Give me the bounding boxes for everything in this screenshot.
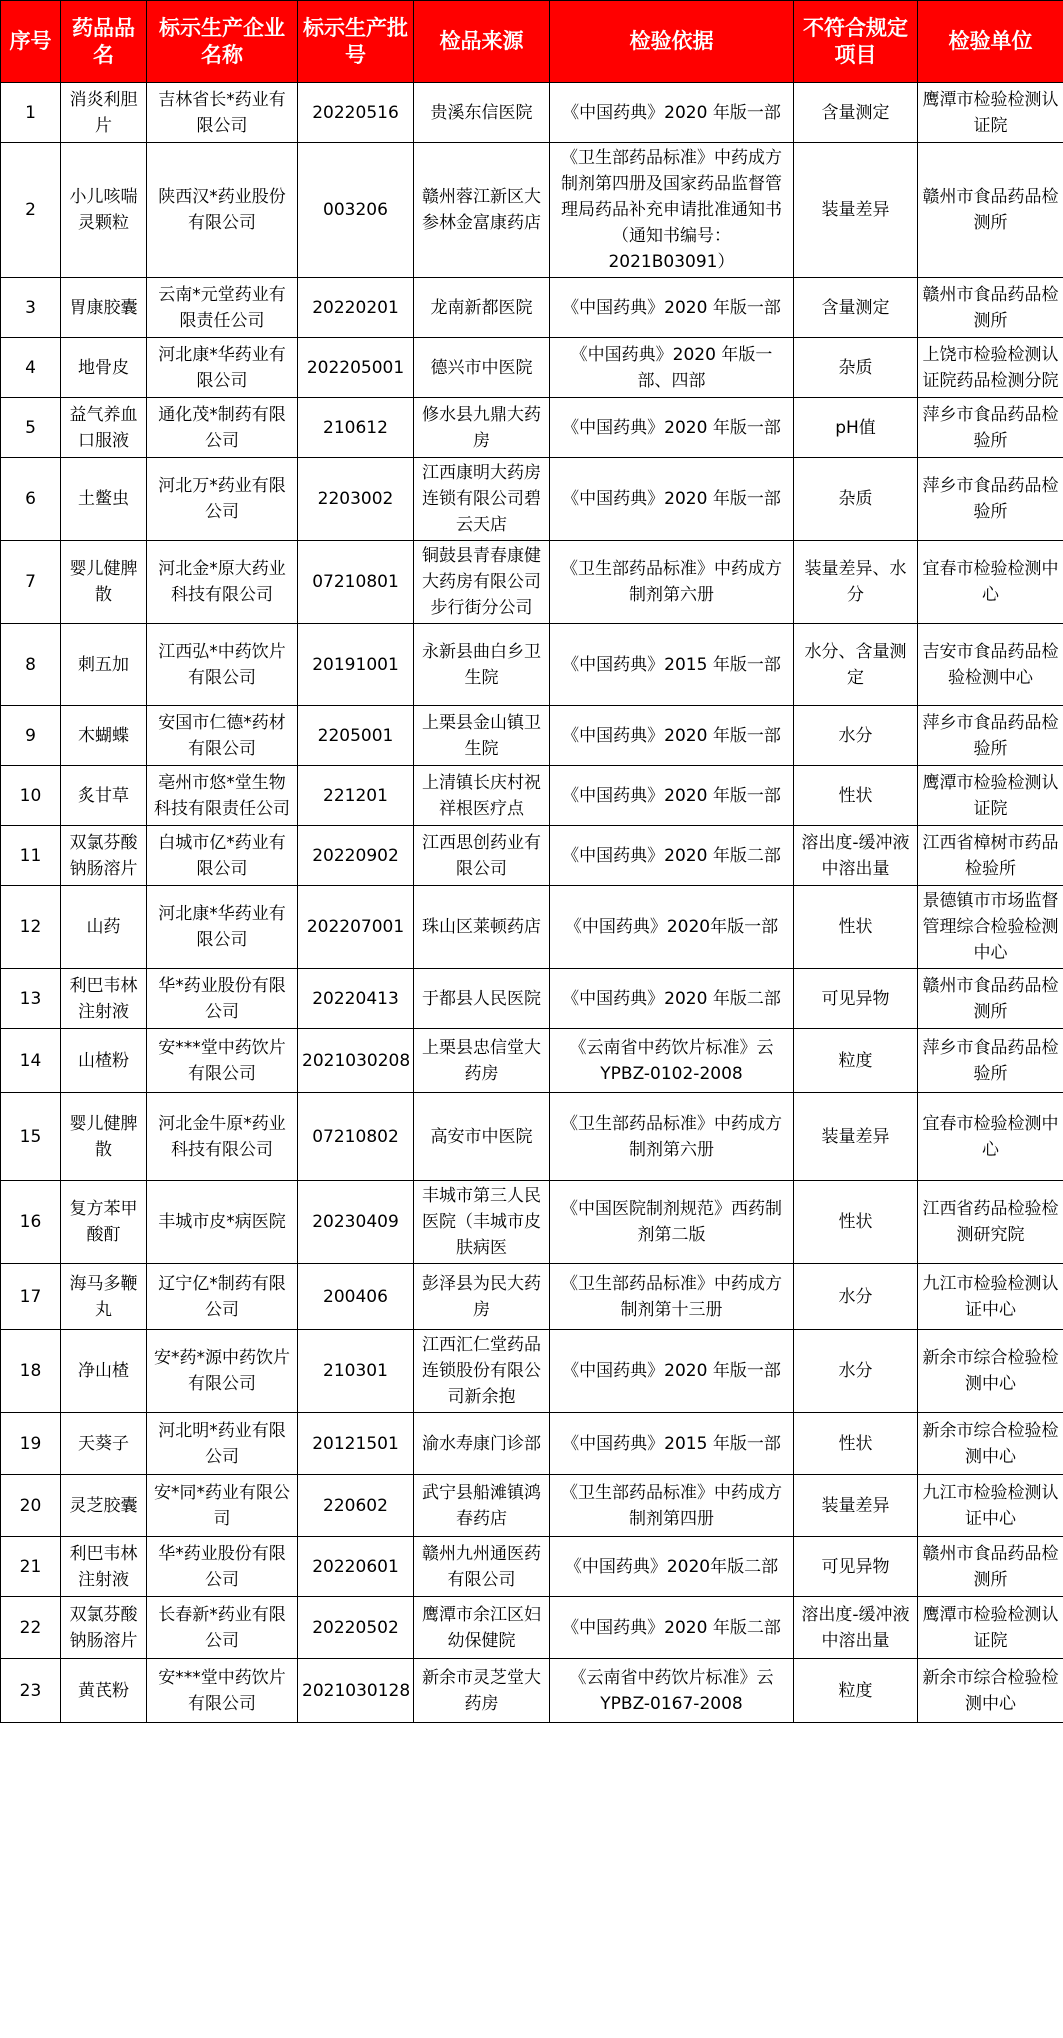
cell-sample-source: 上清镇长庆村祝祥根医疗点 (414, 766, 550, 826)
cell-sample-source: 于都县人民医院 (414, 969, 550, 1029)
cell-serial: 6 (1, 458, 61, 541)
cell-batch-number: 221201 (298, 766, 414, 826)
cell-drug-name: 木蝴蝶 (61, 706, 147, 766)
cell-manufacturer: 通化茂*制药有限公司 (147, 398, 298, 458)
table-row (1, 1264, 1063, 1330)
cell-nonconforming-item: 性状 (794, 886, 918, 969)
cell-inspection-unit: 宜春市检验检测中心 (918, 1093, 1063, 1181)
cell-batch-number: 20220502 (298, 1597, 414, 1659)
cell-sample-source: 新余市灵芝堂大药房 (414, 1659, 550, 1723)
cell-manufacturer: 华*药业股份有限公司 (147, 969, 298, 1029)
cell-inspection-basis: 《中国药典》2020年版二部 (550, 1537, 794, 1597)
cell-batch-number: 20220413 (298, 969, 414, 1029)
table-row (1, 969, 1063, 1029)
cell-batch-number: 2205001 (298, 706, 414, 766)
cell-sample-source: 江西思创药业有限公司 (414, 826, 550, 886)
cell-nonconforming-item: 杂质 (794, 338, 918, 398)
cell-inspection-unit: 吉安市食品药品检验检测中心 (918, 624, 1063, 706)
cell-nonconforming-item: pH值 (794, 398, 918, 458)
header-serial: 序号 (1, 1, 61, 83)
cell-sample-source: 永新县曲白乡卫生院 (414, 624, 550, 706)
table-row (1, 1475, 1063, 1537)
cell-serial: 23 (1, 1659, 61, 1723)
cell-inspection-basis: 《中国药典》2020 年版一部、四部 (550, 338, 794, 398)
cell-batch-number: 20220601 (298, 1537, 414, 1597)
cell-serial: 15 (1, 1093, 61, 1181)
cell-sample-source: 江西康明大药房连锁有限公司碧云天店 (414, 458, 550, 541)
table-row (1, 83, 1063, 143)
cell-inspection-basis: 《中国药典》2020 年版一部 (550, 83, 794, 143)
cell-nonconforming-item: 水分 (794, 1330, 918, 1413)
table-row (1, 1093, 1063, 1181)
cell-nonconforming-item: 溶出度-缓冲液中溶出量 (794, 1597, 918, 1659)
cell-drug-name: 净山楂 (61, 1330, 147, 1413)
table-row (1, 826, 1063, 886)
cell-inspection-basis: 《卫生部药品标准》中药成方制剂第四册及国家药品监督管理局药品补充申请批准通知书（通知书编号：2021B03091） (550, 143, 794, 278)
cell-inspection-basis: 《中国药典》2020 年版一部 (550, 1330, 794, 1413)
cell-sample-source: 鹰潭市余江区妇幼保健院 (414, 1597, 550, 1659)
cell-inspection-unit: 赣州市食品药品检测所 (918, 278, 1063, 338)
cell-manufacturer: 吉林省长*药业有限公司 (147, 83, 298, 143)
cell-serial: 20 (1, 1475, 61, 1537)
cell-inspection-unit: 江西省樟树市药品检验所 (918, 826, 1063, 886)
cell-serial: 3 (1, 278, 61, 338)
table-row (1, 1659, 1063, 1723)
cell-batch-number: 20191001 (298, 624, 414, 706)
cell-sample-source: 渝水寿康门诊部 (414, 1413, 550, 1475)
table-row (1, 1181, 1063, 1264)
cell-manufacturer: 华*药业股份有限公司 (147, 1537, 298, 1597)
cell-inspection-unit: 萍乡市食品药品检验所 (918, 398, 1063, 458)
cell-nonconforming-item: 可见异物 (794, 969, 918, 1029)
cell-drug-name: 土鳖虫 (61, 458, 147, 541)
cell-nonconforming-item: 装量差异、水分 (794, 541, 918, 624)
cell-batch-number: 20220902 (298, 826, 414, 886)
cell-nonconforming-item: 粒度 (794, 1659, 918, 1723)
cell-manufacturer: 安***堂中药饮片有限公司 (147, 1029, 298, 1093)
cell-nonconforming-item: 可见异物 (794, 1537, 918, 1597)
table-row (1, 624, 1063, 706)
cell-serial: 8 (1, 624, 61, 706)
cell-manufacturer: 江西弘*中药饮片有限公司 (147, 624, 298, 706)
cell-inspection-basis: 《中国药典》2015 年版一部 (550, 624, 794, 706)
cell-serial: 22 (1, 1597, 61, 1659)
cell-batch-number: 200406 (298, 1264, 414, 1330)
cell-serial: 18 (1, 1330, 61, 1413)
cell-inspection-basis: 《中国药典》2020 年版一部 (550, 706, 794, 766)
cell-inspection-basis: 《中国药典》2015 年版一部 (550, 1413, 794, 1475)
cell-serial: 9 (1, 706, 61, 766)
cell-drug-name: 胃康胶囊 (61, 278, 147, 338)
cell-inspection-basis: 《中国药典》2020 年版一部 (550, 766, 794, 826)
header-drug-name: 药品品名 (61, 1, 147, 83)
cell-manufacturer: 河北金牛原*药业科技有限公司 (147, 1093, 298, 1181)
cell-manufacturer: 长春新*药业有限公司 (147, 1597, 298, 1659)
cell-inspection-unit: 赣州市食品药品检测所 (918, 969, 1063, 1029)
cell-nonconforming-item: 装量差异 (794, 1475, 918, 1537)
cell-inspection-unit: 鹰潭市检验检测认证院 (918, 1597, 1063, 1659)
cell-nonconforming-item: 性状 (794, 1181, 918, 1264)
cell-sample-source: 丰城市第三人民医院（丰城市皮肤病医 (414, 1181, 550, 1264)
cell-nonconforming-item: 装量差异 (794, 143, 918, 278)
header-inspection-unit: 检验单位 (918, 1, 1063, 83)
cell-nonconforming-item: 杂质 (794, 458, 918, 541)
cell-sample-source: 上栗县金山镇卫生院 (414, 706, 550, 766)
cell-drug-name: 灵芝胶囊 (61, 1475, 147, 1537)
cell-inspection-basis: 《中国药典》2020 年版二部 (550, 1597, 794, 1659)
cell-serial: 10 (1, 766, 61, 826)
cell-sample-source: 赣州九州通医药有限公司 (414, 1537, 550, 1597)
cell-sample-source: 贵溪东信医院 (414, 83, 550, 143)
header-sample-source: 检品来源 (414, 1, 550, 83)
cell-manufacturer: 云南*元堂药业有限责任公司 (147, 278, 298, 338)
cell-drug-name: 婴儿健脾散 (61, 1093, 147, 1181)
cell-sample-source: 彭泽县为民大药房 (414, 1264, 550, 1330)
cell-serial: 17 (1, 1264, 61, 1330)
cell-inspection-basis: 《中国药典》2020 年版一部 (550, 458, 794, 541)
table-row (1, 338, 1063, 398)
cell-serial: 2 (1, 143, 61, 278)
cell-batch-number: 2021030128 (298, 1659, 414, 1723)
table-row (1, 278, 1063, 338)
cell-inspection-unit: 九江市检验检测认证中心 (918, 1475, 1063, 1537)
cell-batch-number: 2203002 (298, 458, 414, 541)
cell-drug-name: 刺五加 (61, 624, 147, 706)
cell-drug-name: 消炎利胆片 (61, 83, 147, 143)
cell-batch-number: 20230409 (298, 1181, 414, 1264)
cell-drug-name: 山楂粉 (61, 1029, 147, 1093)
table-body (1, 83, 1063, 1723)
cell-inspection-basis: 《中国药典》2020 年版一部 (550, 278, 794, 338)
cell-sample-source: 上栗县忠信堂大药房 (414, 1029, 550, 1093)
cell-inspection-basis: 《卫生部药品标准》中药成方制剂第四册 (550, 1475, 794, 1537)
cell-sample-source: 龙南新都医院 (414, 278, 550, 338)
cell-manufacturer: 河北金*原大药业科技有限公司 (147, 541, 298, 624)
cell-serial: 14 (1, 1029, 61, 1093)
cell-drug-name: 炙甘草 (61, 766, 147, 826)
table-row (1, 398, 1063, 458)
table-row (1, 1413, 1063, 1475)
cell-batch-number: 202207001 (298, 886, 414, 969)
cell-manufacturer: 安*药*源中药饮片有限公司 (147, 1330, 298, 1413)
table-row (1, 541, 1063, 624)
table-row (1, 886, 1063, 969)
cell-inspection-basis: 《云南省中药饮片标准》云YPBZ-0102-2008 (550, 1029, 794, 1093)
cell-nonconforming-item: 含量测定 (794, 83, 918, 143)
cell-drug-name: 双氯芬酸钠肠溶片 (61, 826, 147, 886)
cell-manufacturer: 辽宁亿*制药有限公司 (147, 1264, 298, 1330)
cell-inspection-unit: 新余市综合检验检测中心 (918, 1659, 1063, 1723)
cell-batch-number: 2021030208 (298, 1029, 414, 1093)
cell-inspection-basis: 《中国药典》2020 年版二部 (550, 826, 794, 886)
table-header-row (1, 1, 1063, 83)
cell-sample-source: 珠山区莱顿药店 (414, 886, 550, 969)
cell-inspection-unit: 萍乡市食品药品检验所 (918, 458, 1063, 541)
cell-sample-source: 江西汇仁堂药品连锁股份有限公司新余抱 (414, 1330, 550, 1413)
cell-batch-number: 20220516 (298, 83, 414, 143)
cell-drug-name: 地骨皮 (61, 338, 147, 398)
cell-inspection-unit: 萍乡市食品药品检验所 (918, 706, 1063, 766)
cell-nonconforming-item: 粒度 (794, 1029, 918, 1093)
cell-sample-source: 高安市中医院 (414, 1093, 550, 1181)
cell-inspection-unit: 上饶市检验检测认证院药品检测分院 (918, 338, 1063, 398)
cell-manufacturer: 河北康*华药业有限公司 (147, 338, 298, 398)
cell-batch-number: 202205001 (298, 338, 414, 398)
cell-manufacturer: 安*同*药业有限公司 (147, 1475, 298, 1537)
cell-batch-number: 07210802 (298, 1093, 414, 1181)
cell-manufacturer: 亳州市悠*堂生物科技有限责任公司 (147, 766, 298, 826)
cell-nonconforming-item: 水分 (794, 1264, 918, 1330)
header-batch-number: 标示生产批号 (298, 1, 414, 83)
cell-manufacturer: 安国市仁德*药材有限公司 (147, 706, 298, 766)
table-row (1, 1330, 1063, 1413)
cell-drug-name: 山药 (61, 886, 147, 969)
cell-manufacturer: 安***堂中药饮片有限公司 (147, 1659, 298, 1723)
cell-inspection-unit: 宜春市检验检测中心 (918, 541, 1063, 624)
cell-inspection-basis: 《中国药典》2020 年版一部 (550, 398, 794, 458)
cell-sample-source: 德兴市中医院 (414, 338, 550, 398)
cell-inspection-basis: 《卫生部药品标准》中药成方制剂第六册 (550, 541, 794, 624)
cell-batch-number: 20121501 (298, 1413, 414, 1475)
cell-inspection-unit: 萍乡市食品药品检验所 (918, 1029, 1063, 1093)
table-row (1, 706, 1063, 766)
cell-drug-name: 利巴韦林注射液 (61, 1537, 147, 1597)
cell-batch-number: 003206 (298, 143, 414, 278)
cell-drug-name: 婴儿健脾散 (61, 541, 147, 624)
cell-serial: 4 (1, 338, 61, 398)
cell-serial: 16 (1, 1181, 61, 1264)
cell-nonconforming-item: 含量测定 (794, 278, 918, 338)
cell-sample-source: 修水县九鼎大药房 (414, 398, 550, 458)
cell-serial: 1 (1, 83, 61, 143)
table-row (1, 143, 1063, 278)
cell-inspection-basis: 《中国医院制剂规范》西药制剂第二版 (550, 1181, 794, 1264)
cell-inspection-basis: 《中国药典》2020年版一部 (550, 886, 794, 969)
cell-nonconforming-item: 水分、含量测定 (794, 624, 918, 706)
cell-serial: 7 (1, 541, 61, 624)
cell-inspection-unit: 鹰潭市检验检测认证院 (918, 83, 1063, 143)
cell-nonconforming-item: 溶出度-缓冲液中溶出量 (794, 826, 918, 886)
cell-inspection-basis: 《卫生部药品标准》中药成方制剂第六册 (550, 1093, 794, 1181)
table-row (1, 766, 1063, 826)
cell-drug-name: 利巴韦林注射液 (61, 969, 147, 1029)
cell-serial: 21 (1, 1537, 61, 1597)
cell-manufacturer: 白城市亿*药业有限公司 (147, 826, 298, 886)
cell-inspection-unit: 赣州市食品药品检测所 (918, 1537, 1063, 1597)
header-manufacturer: 标示生产企业名称 (147, 1, 298, 83)
cell-batch-number: 210301 (298, 1330, 414, 1413)
cell-inspection-basis: 《云南省中药饮片标准》云 YPBZ-0167-2008 (550, 1659, 794, 1723)
cell-drug-name: 益气养血口服液 (61, 398, 147, 458)
cell-inspection-unit: 鹰潭市检验检测认证院 (918, 766, 1063, 826)
table-row (1, 1029, 1063, 1093)
cell-inspection-basis: 《卫生部药品标准》中药成方制剂第十三册 (550, 1264, 794, 1330)
cell-serial: 5 (1, 398, 61, 458)
cell-nonconforming-item: 装量差异 (794, 1093, 918, 1181)
table-row (1, 1537, 1063, 1597)
cell-manufacturer: 河北明*药业有限公司 (147, 1413, 298, 1475)
cell-inspection-unit: 九江市检验检测认证中心 (918, 1264, 1063, 1330)
cell-manufacturer: 河北万*药业有限公司 (147, 458, 298, 541)
cell-nonconforming-item: 性状 (794, 766, 918, 826)
cell-inspection-unit: 新余市综合检验检测中心 (918, 1413, 1063, 1475)
cell-sample-source: 赣州蓉江新区大参林金富康药店 (414, 143, 550, 278)
cell-nonconforming-item: 水分 (794, 706, 918, 766)
cell-serial: 19 (1, 1413, 61, 1475)
cell-manufacturer: 陕西汉*药业股份有限公司 (147, 143, 298, 278)
cell-sample-source: 铜鼓县青春康健大药房有限公司步行街分公司 (414, 541, 550, 624)
cell-drug-name: 黄芪粉 (61, 1659, 147, 1723)
cell-sample-source: 武宁县船滩镇鸿春药店 (414, 1475, 550, 1537)
cell-nonconforming-item: 性状 (794, 1413, 918, 1475)
cell-batch-number: 210612 (298, 398, 414, 458)
cell-serial: 13 (1, 969, 61, 1029)
cell-drug-name: 海马多鞭丸 (61, 1264, 147, 1330)
cell-inspection-unit: 江西省药品检验检测研究院 (918, 1181, 1063, 1264)
cell-inspection-unit: 新余市综合检验检测中心 (918, 1330, 1063, 1413)
cell-drug-name: 复方苯甲酸酊 (61, 1181, 147, 1264)
cell-inspection-unit: 赣州市食品药品检测所 (918, 143, 1063, 278)
header-nonconforming-item: 不符合规定项目 (794, 1, 918, 83)
header-inspection-basis: 检验依据 (550, 1, 794, 83)
table-row (1, 458, 1063, 541)
cell-batch-number: 220602 (298, 1475, 414, 1537)
cell-inspection-unit: 景德镇市市场监督管理综合检验检测中心 (918, 886, 1063, 969)
cell-manufacturer: 河北康*华药业有限公司 (147, 886, 298, 969)
cell-drug-name: 双氯芬酸钠肠溶片 (61, 1597, 147, 1659)
table-row (1, 1597, 1063, 1659)
cell-serial: 12 (1, 886, 61, 969)
cell-drug-name: 天葵子 (61, 1413, 147, 1475)
cell-batch-number: 07210801 (298, 541, 414, 624)
cell-drug-name: 小儿咳喘灵颗粒 (61, 143, 147, 278)
cell-manufacturer: 丰城市皮*病医院 (147, 1181, 298, 1264)
cell-serial: 11 (1, 826, 61, 886)
cell-inspection-basis: 《中国药典》2020 年版二部 (550, 969, 794, 1029)
cell-batch-number: 20220201 (298, 278, 414, 338)
